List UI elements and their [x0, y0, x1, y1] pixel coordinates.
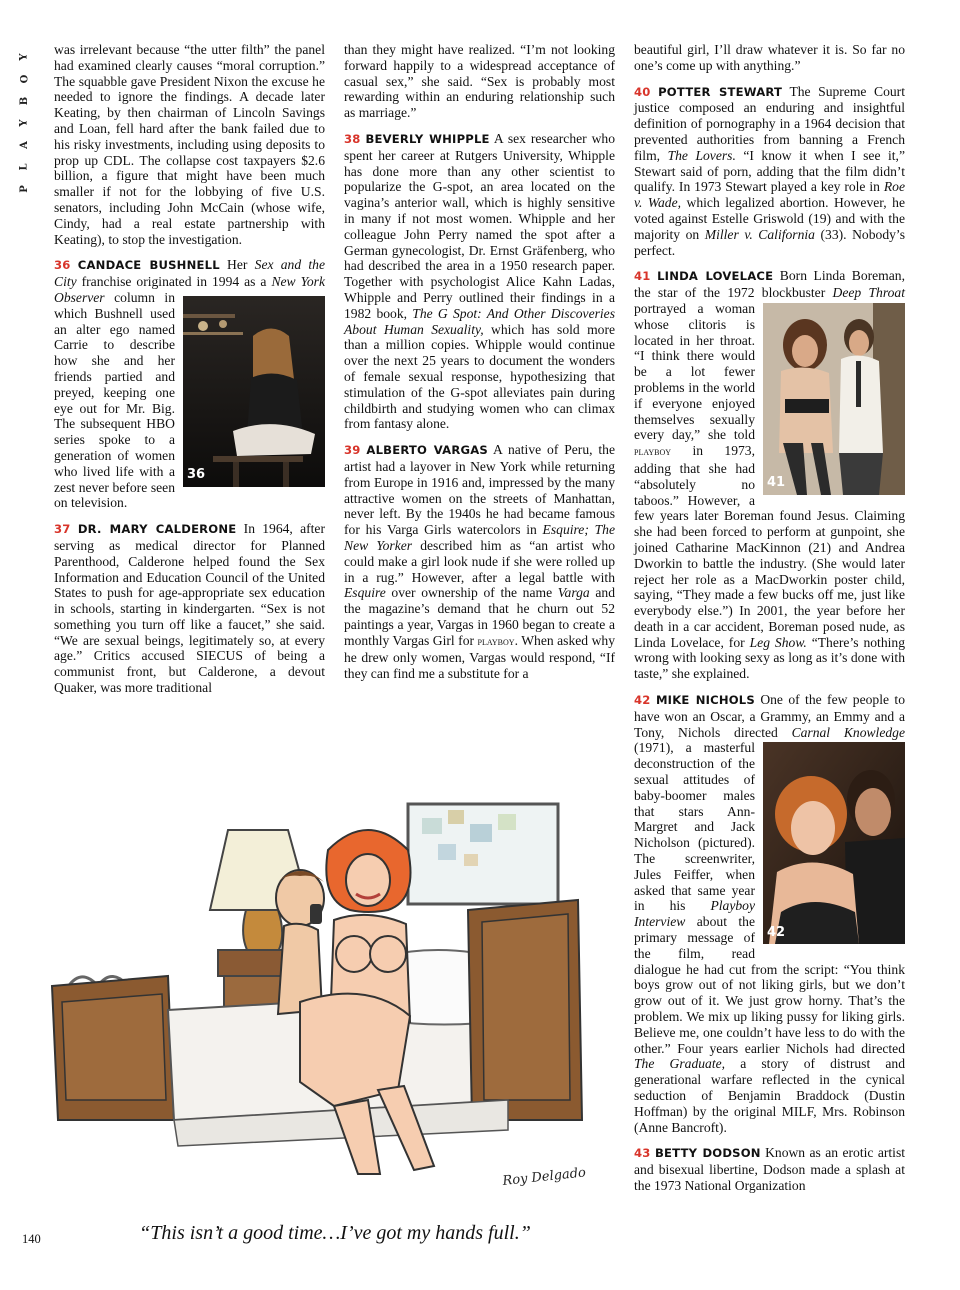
- col2-intro: than they might have realized. “I’m not looking forward happily to a widespread acceptance of casual sex,” she said. “Sex is probably most rewarding within an enduring relationship such as marriage.”: [344, 42, 615, 121]
- entry-italic: Playboy Interview: [634, 898, 755, 930]
- entry-text: about the primary message of the film, read dialogue he had cut from the script: “You think boys grow out of not liking girls, but we don’t grow out of it. We just grow horny. That’s the problem. We mix up liking pussy for liking girls. Believe me, one couldn’t have less to do with the other.” Four years earlier Nichols had directed: [634, 914, 905, 1056]
- entry-43: [634, 1145, 905, 1193]
- magazine-name-letter: B: [18, 96, 30, 106]
- photo-linda-lovelace: [763, 303, 905, 495]
- magazine-name-vertical: [14, 40, 36, 200]
- magazine-name-letter: Y: [18, 119, 30, 127]
- entry-italic: Varga: [557, 585, 590, 601]
- col3-intro: beautiful girl, I’ll draw whatever it is. So far no one’s come up with anything.”: [634, 42, 905, 73]
- photo-mike-nichols: [763, 742, 905, 944]
- entry-italic: The Graduate,: [634, 1056, 726, 1072]
- column-2: [344, 42, 615, 692]
- entry-text: . When asked why he drew only women, Vargas would respond, “If they can find me a substitute for a: [344, 632, 615, 682]
- entry-italic: The G Spot: And Other Discoveries About Human Sexuality,: [344, 305, 615, 337]
- entry-39: [344, 442, 615, 682]
- entry-number: 39: [344, 443, 361, 458]
- entry-name: POTTER STEWART: [658, 84, 783, 99]
- entry-text: A native of Peru, the artist had a layover in New York while returning from Europe in 1916 and, impressed by the many attractive women on the streets of Manhattan, never left. By the 1940s he had became famous for his Varga Girls watercolors in: [344, 442, 615, 538]
- man-figure: [276, 870, 324, 1014]
- cartoon-illustration: [38, 790, 618, 1210]
- window-art: [408, 804, 558, 904]
- entry-text: One of the few people to have won an Oscar, a Grammy, an Emmy and a Tony, Nichols directed: [634, 692, 905, 740]
- entry-italic: Esquire; The New Yorker: [344, 522, 615, 553]
- entry-text: “I know it when I see it,” Stewart said of porn, adding that the film didn’t qualify. In 1973 Stewart played a key role in: [634, 147, 905, 195]
- entry-text: and the magazine’s demand that he churn out 52 paintings a year, Vargas in 1960 began to create a monthly Vargas Girl for: [344, 585, 615, 648]
- magazine-name-letter: P: [19, 185, 30, 193]
- entry-italic: Miller v. California: [704, 226, 815, 242]
- entry-italic: Leg Show.: [749, 634, 807, 650]
- entry-italic: Esquire: [344, 585, 386, 601]
- magazine-name-letter: L: [19, 163, 30, 171]
- entry-text: A sex researcher who spent her career at Rutgers University, Whipple has done more than any other scientist to popularize the G-spot, an area located on the vagina’s anterior wall, which is highly sensitive in many if not most women. Whipple and her colleague John Perry named the spot after a German gynecologist, Dr. Ernst Gräfenberg, who had described the area in a 1950 research paper. Together with psychologist Alice Kahn Ladas, Whipple and Perry outlined their findings in a 1982 book,: [344, 130, 616, 321]
- entry-text: Known as an erotic artist and bisexual libertine, Dodson made a splash at the 1973 National Organization: [634, 1145, 906, 1193]
- entry-italic: New York Observer: [54, 274, 325, 305]
- entry-text: which legalized abortion. However, he voted against Estelle Griswold (19) and with the majority on: [634, 195, 905, 242]
- column-1: [54, 42, 325, 706]
- entry-name: BETTY DODSON: [654, 1146, 761, 1161]
- entry-name: DR. MARY CALDERONE: [77, 522, 237, 537]
- entry-text: over ownership of the name: [385, 585, 558, 601]
- entry-number: 43: [634, 1146, 651, 1161]
- entry-38: [344, 131, 615, 432]
- entry-text: which has sold more than a million copies. Whipple would continue over the next 25 years to document the wonders of female sexual response, hypothesizing that stimulation of the G-spot alleviates pain during childbirth and studying women who can climax from fantasy alone.: [344, 321, 616, 432]
- entry-text: Born Linda Boreman, the star of the 1972 blockbuster: [634, 268, 905, 301]
- page-number: 140: [22, 1232, 41, 1246]
- entry-italic: Roe v. Wade,: [634, 179, 905, 211]
- photo-number-tag: 41: [767, 475, 786, 491]
- cartoon-drawing: [38, 790, 618, 1210]
- entry-italic: Sex and the City: [54, 257, 325, 290]
- entry-text: column in which Bushnell used an alter ego named Carrie to describe how she and her friends partied and preyed, keeping one eye out for Mr. Big. The subsequent HBO series spoke to a generation of women who lived life with a zest never before seen on television.: [54, 289, 175, 511]
- magazine-name-letter: A: [18, 141, 30, 149]
- entry-italic: Carnal Knowledge: [791, 724, 905, 740]
- entry-text: in 1973, adding that she had “absolutely no taboos.” However, a few years later Boreman found Jesus. Claiming she had been forced to perform at gunpoint, she joined Catharine MacKinnon (21) and Andrea Dworkin to battle the industry. (She would later reject her role as a MacDworkin poster child, saying, “They made a few bucks off me, just like everybody else.”) In 2001, the year before her death in a car accident, Boreman posed nude, as Linda Lovelace, for: [634, 443, 905, 650]
- entry-text: The Supreme Court justice composed an enduring and insightful definition of pornography in a 1964 decision that prevented authorities from banning a French film,: [634, 83, 905, 163]
- entry-text: (33). Nobody’s perfect.: [634, 226, 905, 258]
- entry-text: (1971), a masterful deconstruction of the sexual attitudes of baby-boomer males that stars Ann-Margret and Jack Nicholson (pictured). The screenwriter, Jules Feiffer, when asked that same year in his: [634, 740, 755, 914]
- entry-text: Her: [219, 257, 255, 273]
- entry-40: [634, 84, 905, 259]
- entry-number: 36: [54, 258, 71, 273]
- entry-number: 42: [634, 693, 651, 708]
- magazine-name-letter: O: [19, 74, 30, 84]
- entry-text: portrayed a woman whose clitoris is located in her throat. “I think there would be a lot fewer problems in the world if everyone enjoyed themselves sexually every day,” she told: [634, 300, 755, 443]
- photo-image: [763, 303, 905, 495]
- entry-italic: Deep Throat: [832, 285, 905, 301]
- entry-italic: The Lovers.: [667, 147, 736, 163]
- entry-37: [54, 521, 325, 696]
- magazine-name-letter: Y: [18, 53, 30, 61]
- cartoon-caption: “This isn’t a good time…I’ve got my hands full.”: [139, 1222, 531, 1244]
- photo-number-tag: 42: [767, 924, 786, 940]
- entry-name: LINDA LOVELACE: [657, 269, 774, 284]
- entry-number: 38: [344, 131, 361, 146]
- entry-text: described him as “an artist who could make a girl look nude if she were rolled up in a rug.” However, after a legal battle with: [344, 537, 615, 585]
- photo-image: [183, 296, 325, 487]
- col1-intro: was irrelevant because “the utter filth” the panel had examined clearly causes “moral corruption.” The squabble gave President Nixon the excuse he needed to ignore the findings. A decade later Keating, by then chairman of Lincoln Savings and Loan, fell hard after the bank failed due to his risky investments, including using deposits to prop up CDL. The collapse cost taxpayers $2.6 billion, a figure that might have been much smaller if not for the lobbying of five U.S. senators, including John McCain (whose wife, Cindy, had a real estate partnership with Keating), to stop the investigation.: [54, 42, 325, 247]
- photo-image: [763, 742, 905, 944]
- photo-number-tag: 36: [187, 467, 206, 483]
- entry-41: [634, 268, 905, 682]
- column-3: [634, 42, 905, 1204]
- entry-name: MIKE NICHOLS: [655, 693, 755, 708]
- entry-text: “There’s nothing wrong with looking sexy as long as it’s done with taste,” she explained.: [634, 634, 905, 682]
- entry-name: ALBERTO VARGAS: [366, 443, 488, 458]
- entry-text: franchise originated in 1994 as a: [76, 274, 272, 290]
- photo-candace-bushnell: [183, 296, 325, 487]
- entry-number: 41: [634, 269, 651, 284]
- entry-name: BEVERLY WHIPPLE: [365, 131, 490, 146]
- entry-number: 40: [634, 84, 651, 99]
- entry-42: [634, 692, 905, 1135]
- entry-smallcaps: playboy: [477, 635, 515, 648]
- entry-36: [54, 257, 325, 511]
- cartoon-signature: Roy Delgado: [501, 1165, 587, 1189]
- entry-smallcaps: playboy: [634, 446, 672, 459]
- entry-name: CANDACE BUSHNELL: [77, 258, 220, 273]
- entry-text: a story of distrust and generational warfare reflected in the cynical seduction of Benjamin Braddock (Dustin Hoffman) by the original MILF, Mrs. Robinson (Anne Bancroft).: [634, 1056, 905, 1135]
- entry-number: 37: [54, 522, 71, 537]
- entry-text: In 1964, after serving as medical director for Planned Parenthood, Calderone helped found the Sex Information and Education Council of the United States to push for age-appropriate sex education in schools, starting in kindergarten. “Sex is not something you turn off like a faucet,” she said. “We are sexual beings, legitimately so, at every age.” Critics accused SIECUS of being a communist front, but Calderone, a devout Quaker, was more traditional: [54, 521, 325, 696]
